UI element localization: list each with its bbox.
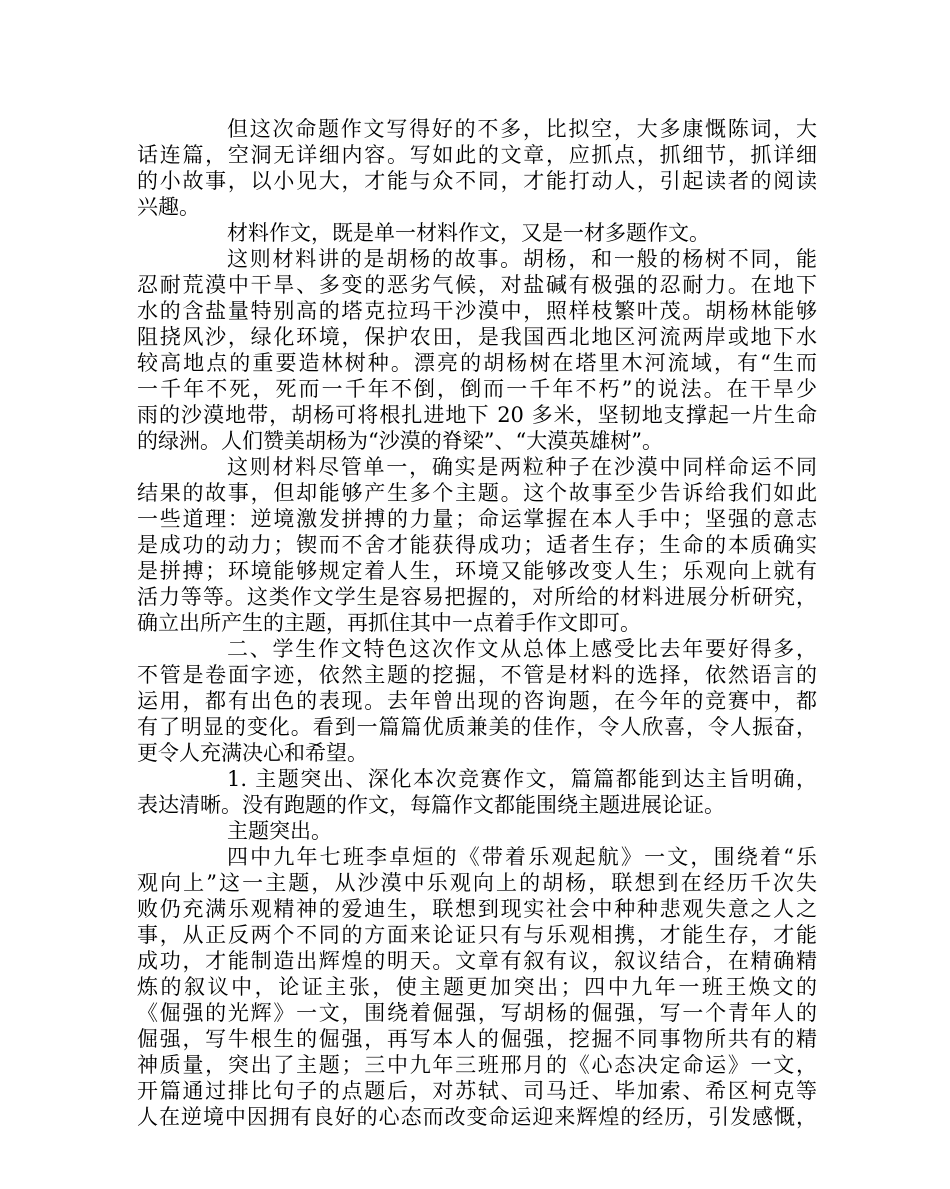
text-line: 话连篇，空洞无详细内容。写如此的文章，应抓点，抓细节，抓详细 [137,143,817,167]
text-line: 材料作文，既是单一材料作文，又是一材多题作文。 [227,221,710,245]
text-line: 更令人充满决心和希望。 [137,741,368,765]
text-line: 的小故事，以小见大，才能与众不同，才能打动人，引起读者的阅读 [137,169,817,193]
text-line: 但这次命题作文写得好的不多，比拟空，大多康慨陈词，大 [227,117,817,141]
text-line: 水的含盐量特别高的塔克拉玛干沙漠中，照样枝繁叶茂。胡杨林能够 [137,299,817,323]
text-line: 表达清晰。没有跑题的作文，每篇作文都能围绕主题进展论证。 [137,793,725,817]
text-line: 观向上”这一主题，从沙漠中乐观向上的胡杨，联想到在经历千次失 [137,871,817,895]
text-line: 人在逆境中因拥有良好的心态而改变命运迎来辉煌的经历，引发感慨， [137,1105,817,1129]
text-line: 成功，才能制造出辉煌的明天。文章有叙有议，叙议结合，在精确精 [137,949,817,973]
text-line: 1. 主题突出、深化本次竞赛作文，篇篇都能到达主旨明确， [227,767,817,791]
text-line: 运用，都有出色的表现。去年曾出现的咨询题，在今年的竞赛中，都 [137,689,817,713]
text-line: 结果的故事，但却能够产生多个主题。这个故事至少告诉给我们如此 [137,481,817,505]
text-line: 神质量，突出了主题；三中九年三班邢月的《心态决定命运》一文， [137,1053,817,1077]
text-line: 是拼搏；环境能够规定着人生，环境又能够改变人生；乐观向上就有 [137,559,817,583]
text-line: 确立出所产生的主题，再抓住其中一点着手作文即可。 [137,611,641,635]
text-line: 的绿洲。人们赞美胡杨为“沙漠的脊梁”、“大漠英雄树”。 [137,429,663,453]
text-line: 四中九年七班李卓烜的《带着乐观起航》一文，围绕着“乐 [227,845,817,869]
text-line: 一千年不死，死而一千年不倒，倒而一千年不朽”的说法。在干旱少 [137,377,817,401]
text-line: 忍耐荒漠中干旱、多变的恶劣气候，对盐碱有极强的忍耐力。在地下 [137,273,817,297]
text-line: 有了明显的变化。看到一篇篇优质兼美的佳作，令人欣喜，令人振奋， [137,715,817,739]
text-line: 这则材料讲的是胡杨的故事。胡杨，和一般的杨树不同，能 [227,247,817,271]
text-line: 炼的叙议中，论证主张，使主题更加突出；四中九年一班王焕文的 [137,975,817,999]
text-line: 败仍充满乐观精神的爱迪生，联想到现实社会中种种悲观失意之人之 [137,897,817,921]
text-line: 事，从正反两个不同的方面来论证只有与乐观相携，才能生存，才能 [137,923,817,947]
text-line: 开篇通过排比句子的点题后，对苏轼、司马迁、毕加索、希区柯克等 [137,1079,817,1103]
text-line: 倔强，写牛根生的倔强，再写本人的倔强，挖掘不同事物所共有的精 [137,1027,817,1051]
text-line: 一些道理：逆境激发拼搏的力量；命运掌握在本人手中；坚强的意志 [137,507,817,531]
text-line: 阻挠风沙，绿化环境，保护农田，是我国西北地区河流两岸或地下水 [137,325,817,349]
text-line: 活力等等。这类作文学生是容易把握的，对所给的材料进展分析研究， [137,585,817,609]
document-body [137,116,817,1130]
text-line: 雨的沙漠地带，胡杨可将根扎进地下 20 多米，坚韧地支撑起一片生命 [137,403,817,427]
text-line: 是成功的动力；锲而不舍才能获得成功；适者生存；生命的本质确实 [137,533,817,557]
text-line: 主题突出。 [227,819,332,843]
text-line: 不管是卷面字迹，依然主题的挖掘，不管是材料的选择，依然语言的 [137,663,817,687]
text-line: 二、学生作文特色这次作文从总体上感受比去年要好得多， [227,637,817,661]
text-line: 较高地点的重要造林树种。漂亮的胡杨树在塔里木河流域，有“生而 [137,351,817,375]
text-line: 《倔强的光辉》一文，围绕着倔强，写胡杨的倔强，写一个青年人的 [137,1001,817,1025]
text-line: 兴趣。 [137,195,200,219]
text-line: 这则材料尽管单一，确实是两粒种子在沙漠中同样命运不同 [227,455,817,479]
